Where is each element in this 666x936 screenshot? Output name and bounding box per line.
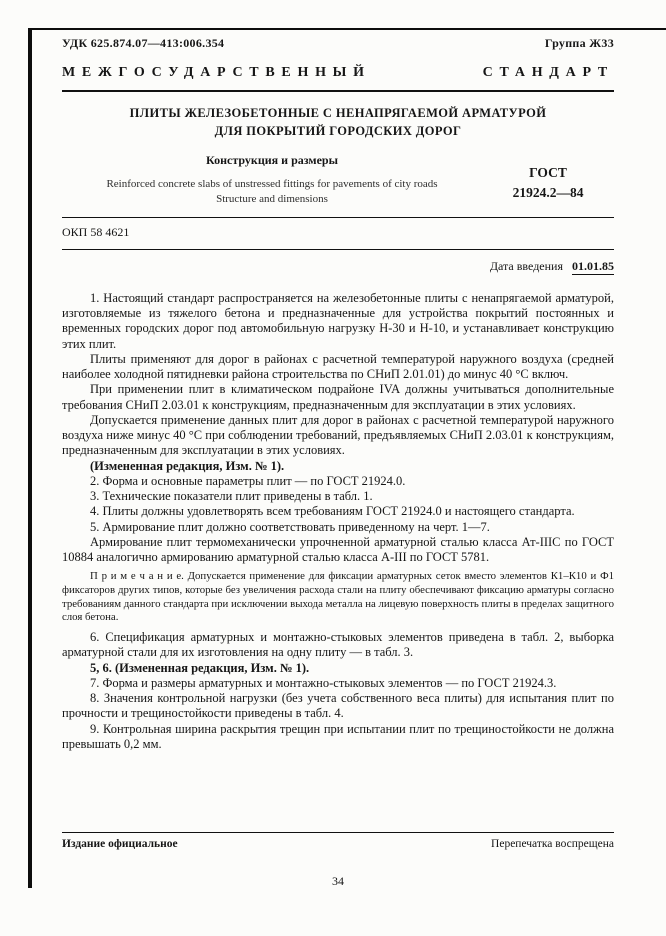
- document-subtitle: Конструкция и размеры: [206, 153, 338, 167]
- title-english: [62, 177, 482, 208]
- introduction-date: [62, 259, 614, 274]
- document-title-line-2: ДЛЯ ПОКРЫТИЙ ГОРОДСКИХ ДОРОГ: [214, 123, 462, 138]
- edition-note: Издание официальное: [62, 838, 178, 850]
- okp-rule-bottom: [62, 249, 614, 250]
- paragraph-13: 5, 6. (Измененная редакция, Изм. № 1).: [90, 660, 310, 675]
- paragraph-14: 7. Форма и размеры арматурных и монтажно-стыковых элементов — по ГОСТ 21924.3.: [90, 675, 557, 690]
- gost-number: 21924.2—84: [512, 185, 584, 201]
- page-footer: [62, 832, 614, 888]
- paragraph-2: Плиты применяют для дорог в районах с расчетной температурой наружного воздуха (средней наиболее холодной пятидневки района строительства по СНиП 2.01.01) до минус 40 °С включ.: [62, 351, 614, 382]
- gost-label: ГОСТ: [529, 165, 567, 180]
- header-rule: [62, 90, 614, 92]
- paragraph-8: 4. Плиты должны удовлетворять всем требованиям ГОСТ 21924.0 и настоящего стандарта.: [90, 504, 575, 519]
- paragraph-7: 3. Технические показатели плит приведены в табл. 1.: [90, 489, 373, 504]
- page-border-left: [28, 28, 32, 888]
- paragraph-4: Допускается применение данных плит для дорог в районах с расчетной температурой наружного воздуха ниже минус 40 °С при соблюдении требований, предъявляемых СНиП 2.03.01 к конструкциям, предназначенным для эксплуатации в этих условиях.: [62, 412, 614, 458]
- page-number: 34: [332, 874, 344, 888]
- subtitle-column: [62, 153, 482, 208]
- paragraph-15: 8. Значения контрольной нагрузки (без учета собственного веса плиты) для испытания плит по прочности и трещиностойкости приведены в табл. 4.: [62, 691, 614, 721]
- paragraph-5: (Измененная редакция, Изм. № 1).: [90, 458, 285, 473]
- paragraph-12: 6. Спецификация арматурных и монтажно-стыковых элементов приведена в табл. 2, выборка арматурной стали для их изготовления на одну плиту — в табл. 3.: [62, 630, 614, 660]
- paragraph-16: 9. Контрольная ширина раскрытия трещин при испытании плит по трещиностойкости не должна превышать 0,2 мм.: [62, 721, 614, 751]
- paragraph-10: Армирование плит термомеханически упрочненной арматурной сталью класса Ат-IIIС по ГОСТ 10884 аналогично армированию арматурной сталью класса А-III по ГОСТ 5781.: [62, 534, 614, 565]
- group-code: Группа Ж33: [544, 36, 614, 50]
- gost-designation: [482, 153, 614, 208]
- standard-type-heading: [62, 65, 614, 81]
- okp-rule-top: [62, 217, 614, 218]
- title-english-line-2: Structure and dimensions: [216, 193, 328, 206]
- body-text: [62, 291, 614, 752]
- introduction-date-label: Дата введения: [489, 258, 563, 273]
- footer-row: [62, 838, 614, 850]
- note-paragraph: П р и м е ч а н и е. Допускается применение для фиксации арматурных сеток вместо элементов К1–К10 и Ф1 фиксаторов других типов, которые без увеличения расхода стали на плиту обеспечивают фиксацию арматуры согласно требованиям данного стандарта при исключении выхода металла на лицевую поверхность плиты в пределах защитного слоя бетона.: [62, 570, 614, 624]
- paragraph-3: При применении плит в климатическом подрайоне IVA должны учитываться дополнительные требования СНиП 2.03.01 к конструкциям, предназначенным для эксплуатации в этих условиях.: [62, 382, 614, 412]
- standard-type-word-2: СТАНДАРТ: [482, 65, 614, 80]
- paragraph-9: 5. Армирование плит должно соответствовать приведенному на черт. 1—7.: [90, 519, 490, 534]
- page-content: [62, 36, 614, 752]
- title-english-line-1: Reinforced concrete slabs of unstressed fittings for pavements of city roads: [106, 178, 438, 190]
- paragraph-6: 2. Форма и основные параметры плит — по ГОСТ 21924.0.: [90, 473, 406, 488]
- introduction-date-value: 01.01.85: [572, 258, 614, 273]
- paragraph-1: 1. Настоящий стандарт распространяется на железобетонные плиты с ненапрягаемой арматурой, изготовляемые из тяжелого бетона и предназначенные для устройства покрытий постоянных и временных городских дорог под автомобильную нагрузку Н-30 и Н-10, и устанавливает конструкцию этих плит.: [62, 290, 614, 351]
- subtitle-row: [62, 153, 614, 208]
- reprint-note: Перепечатка воспрещена: [491, 838, 614, 850]
- standard-type-word-1: МЕЖГОСУДАРСТВЕННЫЙ: [62, 65, 371, 80]
- document-title: [62, 105, 614, 140]
- udk-code: УДК 625.874.07—413:006.354: [62, 36, 225, 50]
- okp-code: ОКП 58 4621: [62, 224, 130, 239]
- document-title-line-1: ПЛИТЫ ЖЕЛЕЗОБЕТОННЫЕ С НЕНАПРЯГАЕМОЙ АРМАТУРОЙ: [129, 106, 547, 120]
- page-border-top: [28, 28, 666, 30]
- footer-rule: [62, 832, 614, 833]
- classification-row: [62, 36, 614, 51]
